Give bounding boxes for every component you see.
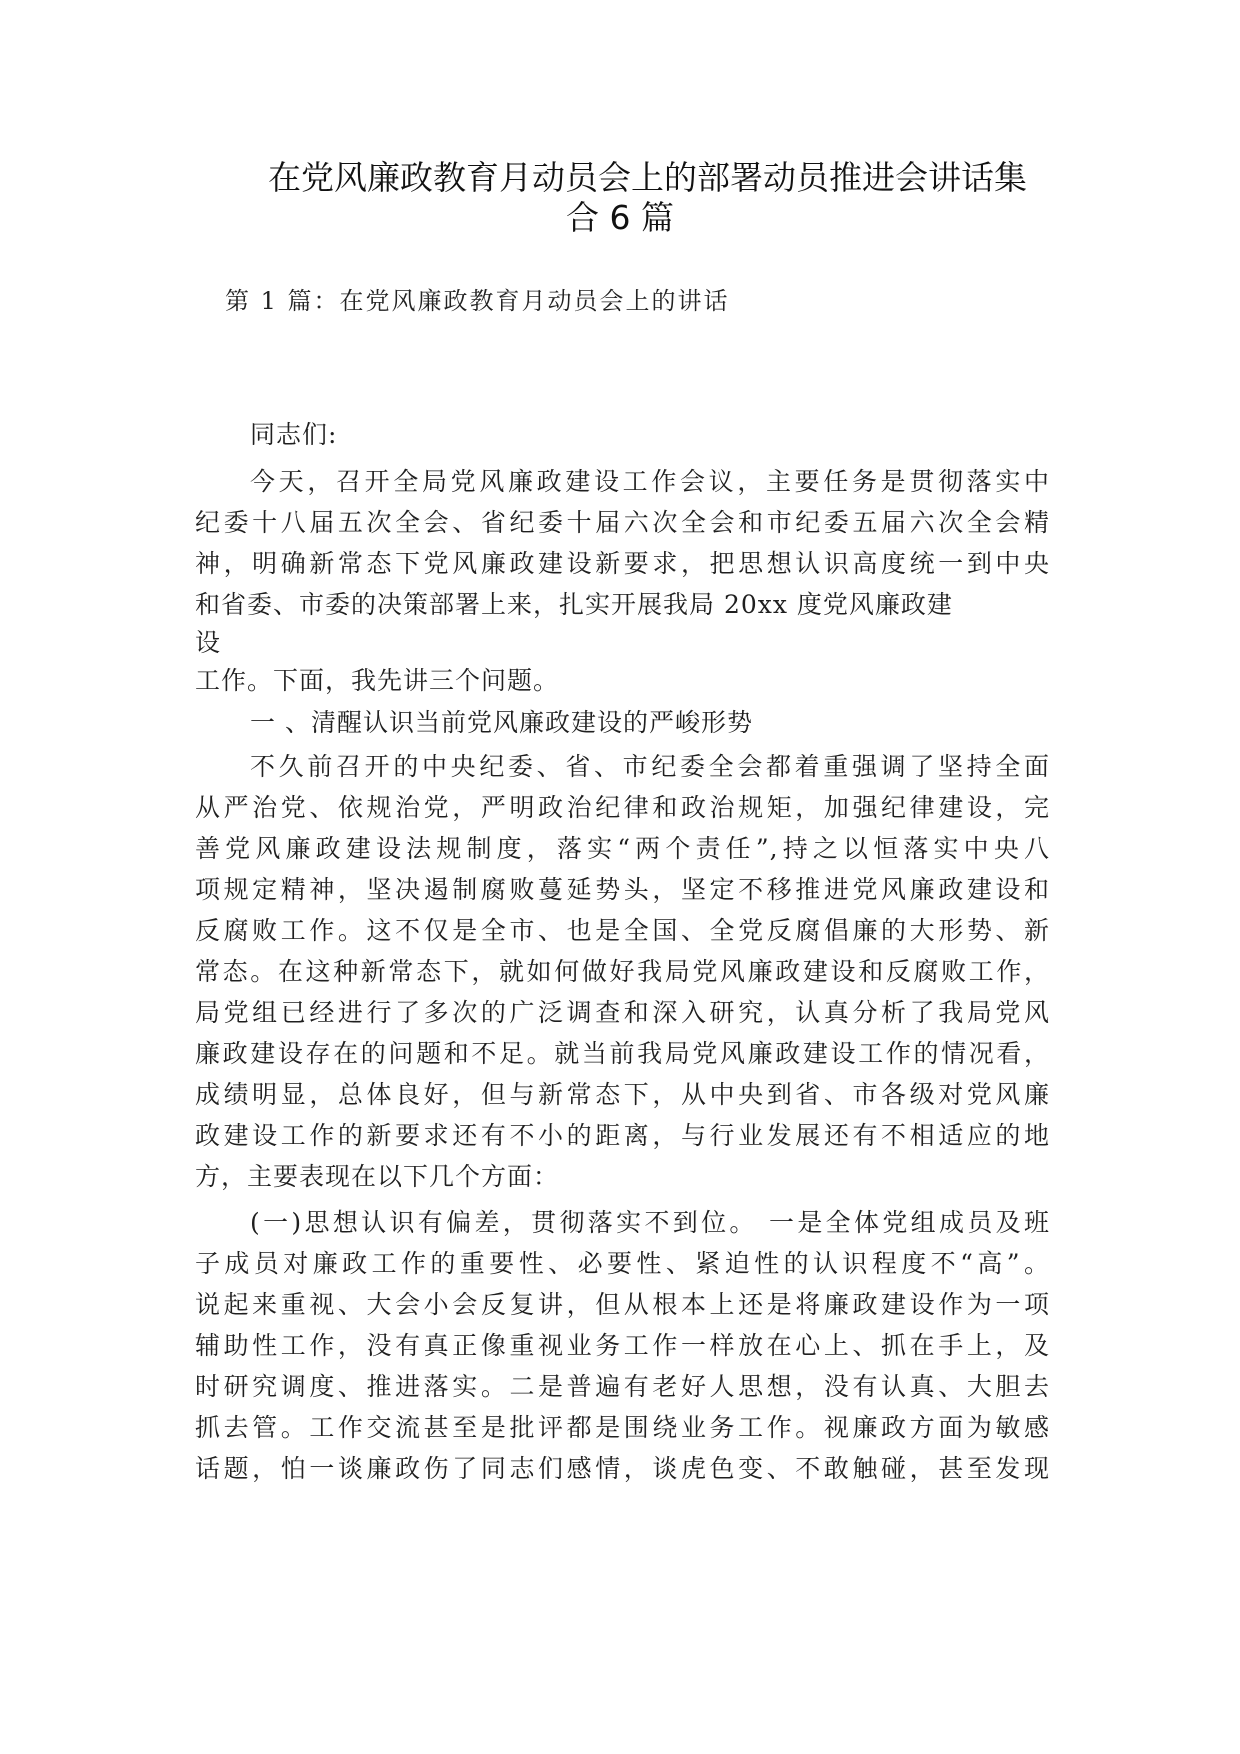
body-line: (一)思想认识有偏差，贯彻落实不到位。 一是全体党组成员及班	[250, 1208, 1050, 1237]
body-line: 反腐败工作。这不仅是全市、也是全国、全党反腐倡廉的大形势、新	[195, 916, 1050, 945]
body-line: 纪委十八届五次全会、省纪委十届六次全会和市纪委五届六次全会精	[195, 508, 1050, 537]
body-line: 从严治党、依规治党，严明政治纪律和政治规矩，加强纪律建设，完	[195, 793, 1050, 822]
body-line: 工作。下面，我先讲三个问题。	[195, 666, 560, 695]
document-title-line-1: 在党风廉政教育月动员会上的部署动员推进会讲话集	[268, 158, 1027, 197]
body-line: 常态。在这种新常态下，就如何做好我局党风廉政建设和反腐败工作，	[195, 957, 1050, 986]
body-line: 今天，召开全局党风廉政建设工作会议，主要任务是贯彻落实中	[250, 467, 1050, 496]
section-heading: 一 、清醒认识当前党风廉政建设的严峻形势	[250, 708, 753, 737]
body-line: 辅助性工作，没有真正像重视业务工作一样放在心上、抓在手上，及	[195, 1331, 1050, 1360]
body-line: 项规定精神，坚决遏制腐败蔓延势头，坚定不移推进党风廉政建设和	[195, 875, 1050, 904]
body-line: 说起来重视、大会小会反复讲，但从根本上还是将廉政建设作为一项	[195, 1290, 1050, 1319]
document-title-line-2: 合 6 篇	[566, 198, 674, 237]
body-line: 抓去管。工作交流甚至是批评都是围绕业务工作。视廉政方面为敏感	[195, 1413, 1050, 1442]
salutation: 同志们:	[250, 420, 338, 449]
body-line: 和省委、市委的决策部署上来，扎实开展我局 20xx 度党风廉政建	[195, 590, 953, 619]
body-line: 善党风廉政建设法规制度，落实“两个责任”,持之以恒落实中央八	[195, 834, 1050, 863]
body-line: 方，主要表现在以下几个方面：	[195, 1162, 560, 1191]
chapter-heading: 第 1 篇：在党风廉政教育月动员会上的讲话	[225, 287, 730, 315]
body-line: 局党组已经进行了多次的广泛调查和深入研究，认真分析了我局党风	[195, 998, 1050, 1027]
body-line: 廉政建设存在的问题和不足。就当前我局党风廉政建设工作的情况看，	[195, 1039, 1050, 1068]
body-line: 神，明确新常态下党风廉政建设新要求，把思想认识高度统一到中央	[195, 549, 1050, 578]
body-line: 话题，怕一谈廉政伤了同志们感情，谈虎色变、不敢触碰，甚至发现	[195, 1454, 1050, 1483]
body-line: 政建设工作的新要求还有不小的距离，与行业发展还有不相适应的地	[195, 1121, 1050, 1150]
body-line: 子成员对廉政工作的重要性、必要性、紧迫性的认识程度不“高”。	[195, 1249, 1050, 1278]
body-line: 成绩明显，总体良好，但与新常态下，从中央到省、市各级对党风廉	[195, 1080, 1050, 1109]
body-line: 时研究调度、推进落实。二是普遍有老好人思想，没有认真、大胆去	[195, 1372, 1050, 1401]
body-line: 不久前召开的中央纪委、省、市纪委全会都着重强调了坚持全面	[250, 752, 1050, 781]
body-line: 设	[195, 628, 222, 657]
